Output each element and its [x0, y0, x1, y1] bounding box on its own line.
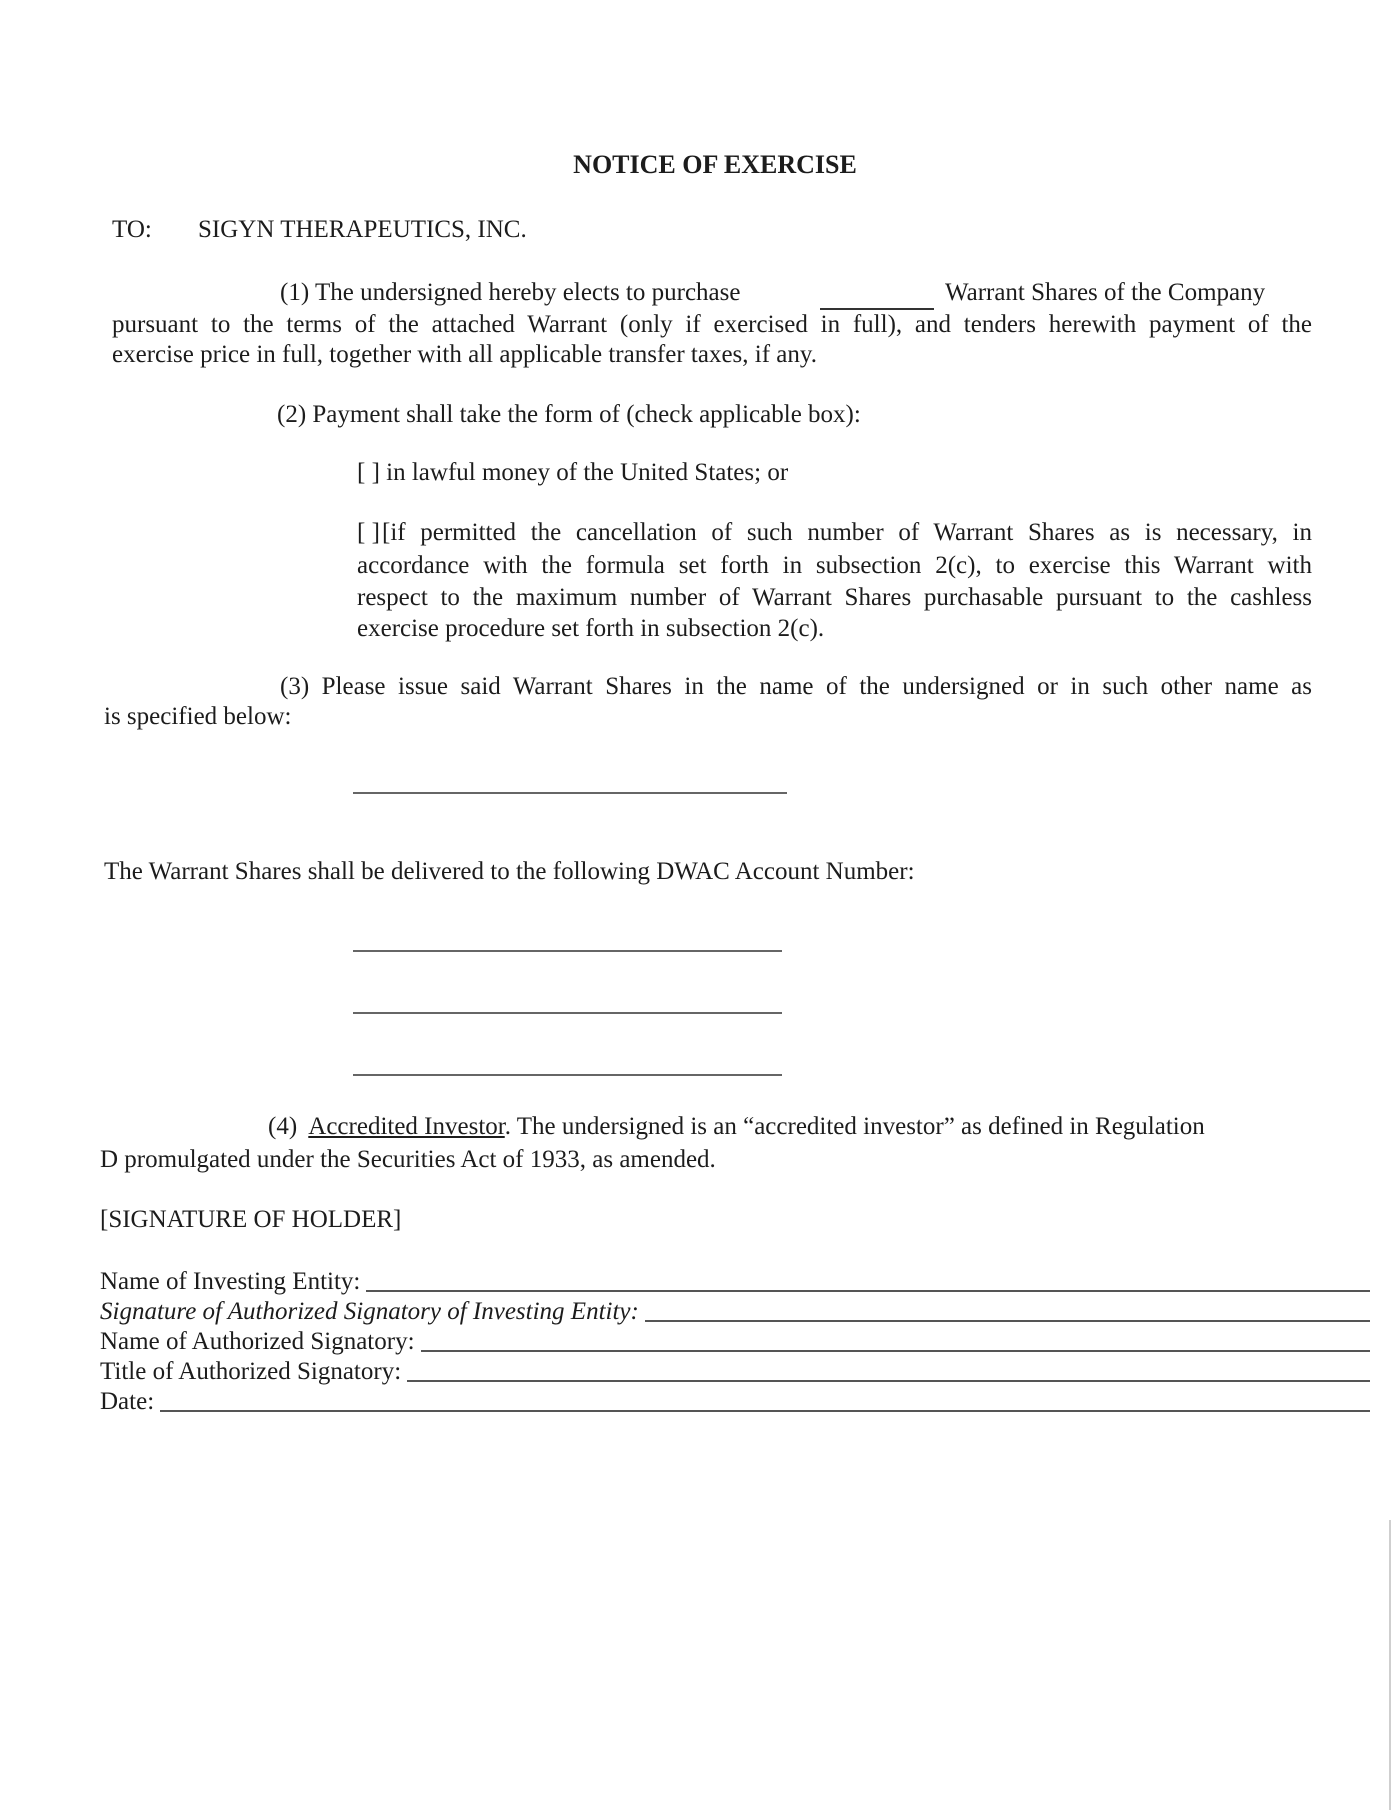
date-input[interactable]: [160, 1386, 1370, 1412]
warrant-shares-quantity-input[interactable]: [820, 282, 934, 310]
to-label: TO:: [112, 216, 152, 243]
signatory-title-input[interactable]: [407, 1356, 1370, 1382]
field-investing-entity: [100, 1266, 1370, 1296]
para3-line1: (3) Please issue said Warrant Shares in the name of the undersigned or in such other name as: [280, 673, 1312, 700]
accredited-investor-heading: Accredited Investor: [308, 1113, 505, 1140]
para1-line1-part2: Warrant Shares of the Company: [945, 279, 1266, 306]
field-label: Title of Authorized Signatory:: [100, 1358, 402, 1385]
dwac-account-input-1[interactable]: [353, 924, 782, 952]
field-label: Name of Authorized Signatory:: [100, 1328, 415, 1355]
payment-cashless-line2: accordance with the formula set forth in subsection 2(c), to exercise this Warrant with: [357, 552, 1312, 579]
para4-line2: D promulgated under the Securities Act of 1933, as amended.: [100, 1146, 716, 1173]
payment-cash-checkbox[interactable]: [ ]: [357, 459, 380, 486]
scan-edge-artifact: [1389, 1520, 1391, 1810]
dwac-account-input-3[interactable]: [353, 1048, 782, 1076]
para1-line1-part1: (1) The undersigned hereby elects to purchase: [280, 279, 741, 306]
field-label: Date:: [100, 1388, 155, 1415]
field-date: [100, 1386, 1370, 1416]
payment-cash-label: in lawful money of the United States; or: [386, 459, 789, 486]
document-title: NOTICE OF EXERCISE: [573, 150, 857, 179]
para4-line1-rest: . The undersigned is an “accredited investor” as defined in Regulation: [504, 1113, 1205, 1140]
investing-entity-input[interactable]: [366, 1266, 1370, 1292]
dwac-account-input-2[interactable]: [353, 986, 782, 1014]
para1-line2: pursuant to the terms of the attached Warrant (only if exercised in full), and tenders herewith payment of the: [112, 311, 1312, 338]
payment-cashless-line3: respect to the maximum number of Warrant Shares purchasable pursuant to the cashless: [357, 584, 1312, 611]
dwac-label: The Warrant Shares shall be delivered to the following DWAC Account Number:: [104, 858, 915, 885]
field-signatory-name: [100, 1326, 1370, 1356]
signature-input[interactable]: [645, 1296, 1370, 1322]
issue-name-input[interactable]: [353, 766, 787, 794]
para3-line2: is specified below:: [104, 703, 292, 730]
payment-cashless-line4: exercise procedure set forth in subsection 2(c).: [357, 615, 825, 642]
field-signature: [100, 1296, 1370, 1326]
signatory-name-input[interactable]: [421, 1326, 1370, 1352]
payment-cashless-checkbox[interactable]: [ ]: [357, 519, 380, 546]
payment-cashless-line1: [if permitted the cancellation of such number of Warrant Shares as is necessary, in: [382, 519, 1312, 546]
field-signatory-title: [100, 1356, 1370, 1386]
field-label: Signature of Authorized Signatory of Investing Entity:: [100, 1298, 639, 1325]
signature-header: [SIGNATURE OF HOLDER]: [100, 1206, 402, 1233]
para4-number: (4): [268, 1113, 298, 1140]
to-company: SIGYN THERAPEUTICS, INC.: [198, 216, 527, 243]
para1-line3: exercise price in full, together with all applicable transfer taxes, if any.: [112, 341, 818, 368]
para2-intro: (2) Payment shall take the form of (check applicable box):: [277, 401, 861, 428]
field-label: Name of Investing Entity:: [100, 1268, 361, 1295]
